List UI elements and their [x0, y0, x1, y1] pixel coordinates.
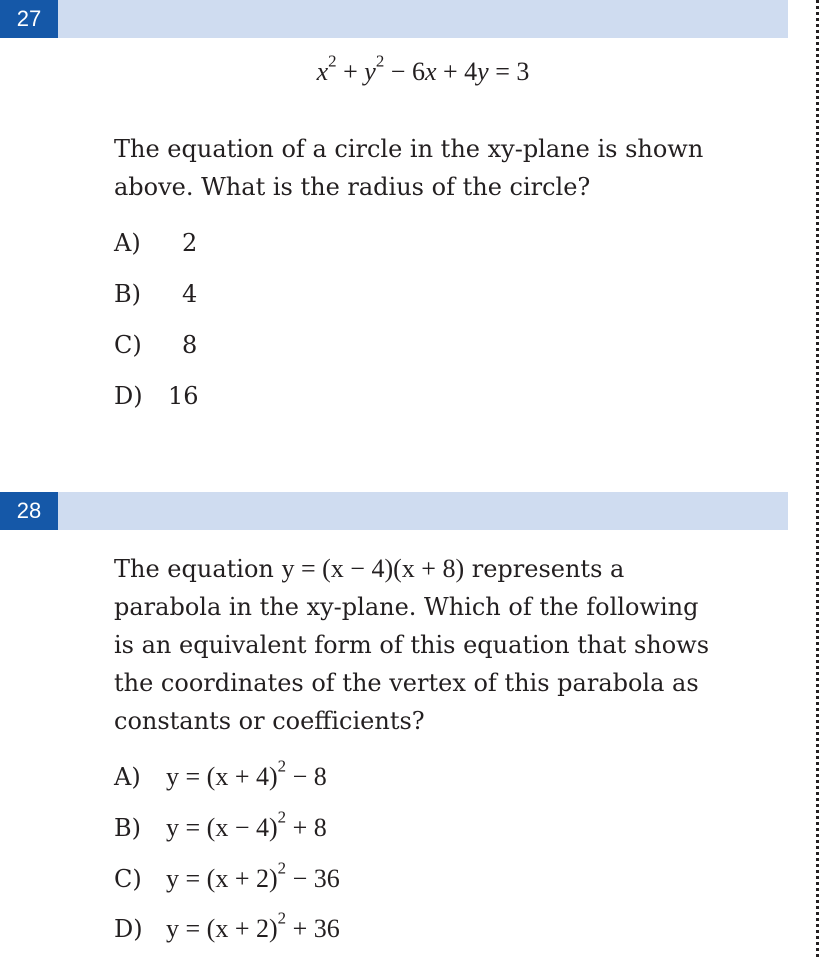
- eq-part: y = (x + 2): [166, 864, 278, 893]
- question-28-number: 28: [16, 498, 42, 523]
- stem-text: represents a: [464, 555, 625, 583]
- eq-exp: 2: [277, 807, 287, 827]
- stem-equation: y = (x − 4)(x + 8): [281, 554, 465, 583]
- question-27-header-bar: [58, 0, 788, 38]
- eq-var-x: x: [316, 57, 329, 86]
- stem-line: is an equivalent form of this equation that shows: [114, 631, 710, 659]
- eq-term: = 3: [488, 57, 530, 86]
- eq-exp: 2: [328, 51, 337, 71]
- choice-28-d[interactable]: [114, 908, 340, 944]
- choice-27-a[interactable]: [114, 228, 197, 258]
- stem-line: above. What is the radius of the circle?: [114, 173, 591, 201]
- eq-part: y = (x − 4): [166, 813, 278, 842]
- stem-line: The equation of a circle in the xy-plane is shown: [114, 135, 704, 163]
- choice-27-b[interactable]: [114, 279, 197, 309]
- eq-part: − 36: [286, 864, 340, 893]
- choice-letter: D): [114, 382, 143, 410]
- eq-part: y = (x + 2): [166, 914, 278, 943]
- choice-letter: B): [114, 814, 141, 842]
- stem-line: [114, 550, 774, 588]
- column-divider: [816, 0, 819, 957]
- choice-letter: A): [114, 229, 141, 257]
- question-28-header-bar: [58, 492, 788, 530]
- stem-text: The equation: [114, 555, 282, 583]
- choice-28-b[interactable]: [114, 807, 327, 843]
- choice-letter: B): [114, 280, 141, 308]
- choice-value: 4: [182, 280, 198, 308]
- stem-line: constants or coefficients?: [114, 707, 425, 735]
- eq-part: − 8: [286, 762, 327, 791]
- choice-letter: C): [114, 865, 142, 893]
- choice-equation: [166, 858, 340, 894]
- choice-equation: [166, 756, 327, 792]
- choice-letter: A): [114, 763, 141, 791]
- eq-part: + 36: [286, 914, 340, 943]
- eq-var-y: y: [477, 57, 489, 86]
- choice-value: 8: [182, 331, 198, 359]
- eq-term: + 4: [436, 57, 478, 86]
- eq-part: + 8: [286, 813, 327, 842]
- eq-exp: 2: [277, 858, 287, 878]
- choice-value: 2: [182, 229, 198, 257]
- eq-var-y: y: [364, 57, 376, 86]
- choice-27-d[interactable]: [114, 381, 199, 411]
- choice-letter: C): [114, 331, 142, 359]
- question-27-number-badge: [0, 0, 58, 38]
- eq-exp: 2: [277, 908, 287, 928]
- choice-equation: [166, 807, 327, 843]
- choice-28-a[interactable]: [114, 756, 327, 792]
- stem-line: the coordinates of the vertex of this parabola as: [114, 669, 699, 697]
- eq-exp: 2: [375, 51, 385, 71]
- eq-exp: 2: [277, 756, 287, 776]
- question-28-stem: [114, 550, 774, 740]
- question-27-equation: $x^2 + y^2 - 6x + 4y = 3$: [316, 51, 530, 86]
- eq-part: y = (x + 4): [166, 762, 278, 791]
- choice-28-c[interactable]: [114, 858, 340, 894]
- choice-27-c[interactable]: [114, 330, 197, 360]
- choice-equation: [166, 908, 340, 944]
- question-27-stem: [114, 130, 774, 206]
- eq-term: − 6: [384, 57, 425, 86]
- question-27-number: 27: [16, 6, 42, 31]
- stem-line: parabola in the xy-plane. Which of the following: [114, 593, 699, 621]
- choice-value: 16: [168, 382, 199, 410]
- choice-letter: D): [114, 915, 143, 943]
- question-28-number-badge: [0, 492, 58, 530]
- eq-var-x: x: [424, 57, 437, 86]
